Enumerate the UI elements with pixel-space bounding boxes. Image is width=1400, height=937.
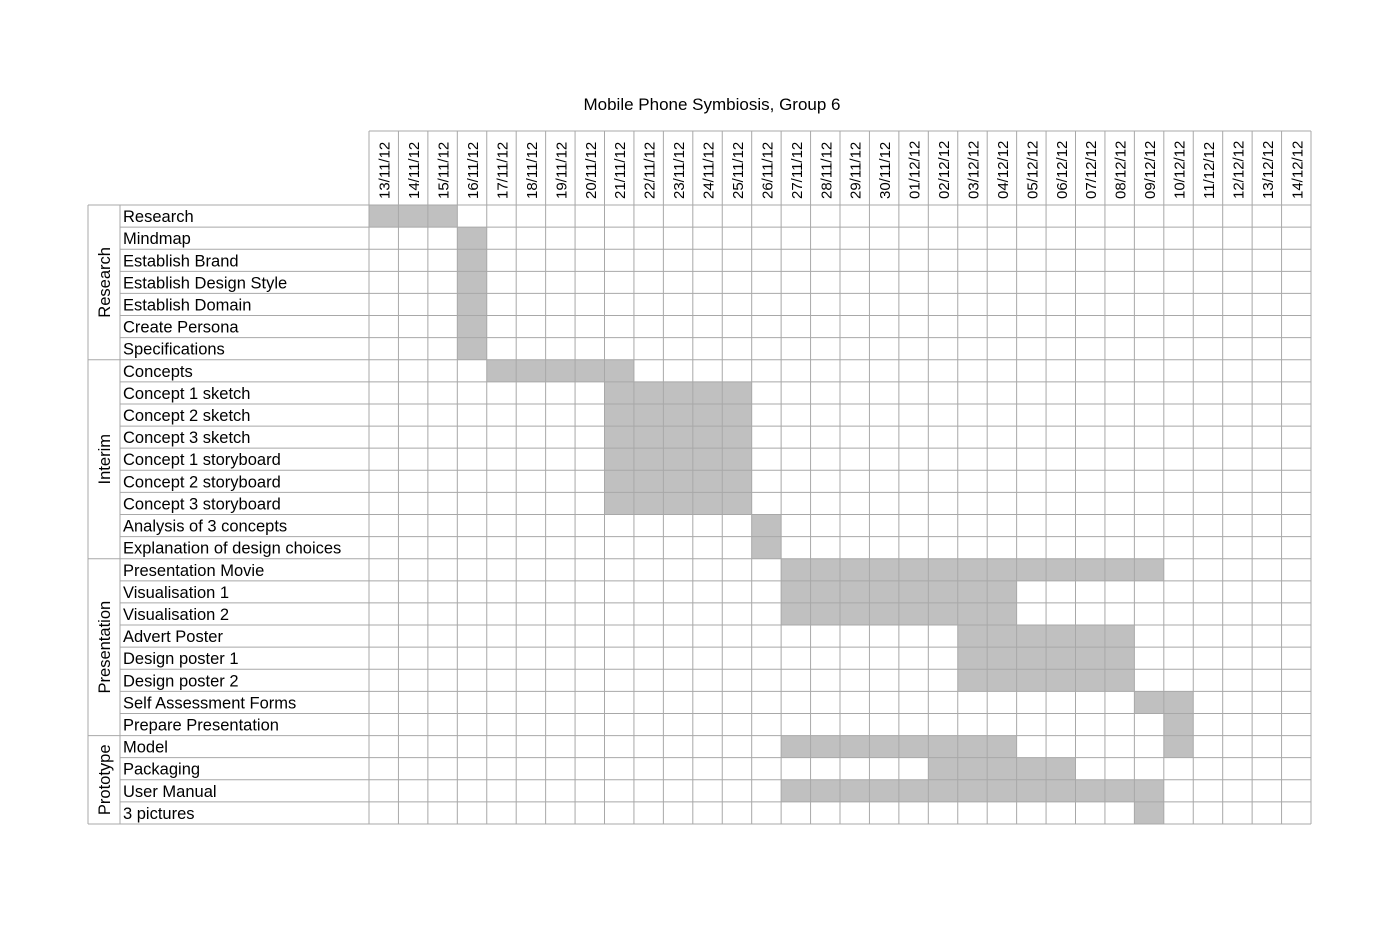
date-label: 27/11/12: [788, 141, 806, 199]
date-label: 18/11/12: [523, 141, 541, 199]
task-label: Prepare Presentation: [123, 716, 279, 735]
date-label: 23/11/12: [671, 141, 689, 199]
task-label: Concept 3 storyboard: [123, 495, 281, 514]
date-label: 13/12/12: [1259, 140, 1277, 199]
date-label: 03/12/12: [965, 140, 983, 199]
date-label: 02/12/12: [936, 140, 954, 199]
task-bar: [457, 227, 486, 249]
task-label: Specifications: [123, 340, 225, 359]
task-bar: [605, 470, 752, 492]
task-label: Presentation Movie: [123, 561, 265, 580]
date-label: 10/12/12: [1171, 140, 1189, 199]
task-label: Research: [123, 208, 194, 227]
date-label: 13/11/12: [376, 141, 394, 199]
task-label: Visualisation 1: [123, 583, 230, 602]
task-bar: [457, 271, 486, 293]
date-label: 28/11/12: [818, 141, 836, 199]
date-label: 16/11/12: [465, 141, 483, 199]
task-label: 3 pictures: [123, 804, 195, 823]
task-bar: [781, 559, 1164, 581]
task-label: Explanation of design choices: [123, 539, 342, 558]
task-label: Analysis of 3 concepts: [123, 517, 288, 536]
date-label: 14/11/12: [406, 141, 424, 199]
chart-title: Mobile Phone Symbiosis, Group 6: [583, 95, 841, 114]
group-label: Interim: [96, 434, 114, 485]
task-label: Advert Poster: [123, 628, 223, 647]
task-bar: [487, 360, 634, 382]
date-label: 26/11/12: [759, 141, 777, 199]
task-bar: [1134, 802, 1163, 824]
task-bar: [457, 316, 486, 338]
date-label: 08/12/12: [1112, 140, 1130, 199]
date-label: 20/11/12: [582, 141, 600, 199]
task-bar: [605, 382, 752, 404]
date-label: 14/12/12: [1289, 140, 1307, 199]
task-bar: [605, 492, 752, 514]
date-label: 29/11/12: [847, 141, 865, 199]
task-label: Concept 1 sketch: [123, 384, 251, 403]
task-bar: [1164, 736, 1193, 758]
task-label: Design poster 1: [123, 650, 239, 669]
task-label: Self Assessment Forms: [123, 694, 297, 713]
task-bar: [752, 537, 781, 559]
date-label: 22/11/12: [641, 141, 659, 199]
task-bar: [752, 515, 781, 537]
task-bar: [605, 426, 752, 448]
date-label: 17/11/12: [494, 141, 512, 199]
task-bar: [605, 404, 752, 426]
date-label: 12/12/12: [1230, 140, 1248, 199]
date-label: 15/11/12: [435, 141, 453, 199]
date-label: 05/12/12: [1024, 140, 1042, 199]
date-label: 06/12/12: [1053, 140, 1071, 199]
task-label: Model: [123, 738, 168, 757]
date-label: 09/12/12: [1142, 140, 1160, 199]
task-bar: [1164, 713, 1193, 735]
date-label: 11/12/12: [1200, 141, 1218, 199]
task-bar: [457, 338, 486, 360]
task-label: Establish Brand: [123, 252, 239, 271]
task-label: Concept 3 sketch: [123, 429, 251, 448]
task-bar: [928, 758, 1075, 780]
date-label: 01/12/12: [906, 140, 924, 199]
group-label: Research: [96, 247, 114, 318]
date-label: 07/12/12: [1083, 140, 1101, 199]
task-label: User Manual: [123, 782, 217, 801]
task-label: Concepts: [123, 362, 193, 381]
date-label: 21/11/12: [612, 141, 630, 199]
task-label: Establish Domain: [123, 296, 252, 315]
task-label: Design poster 2: [123, 672, 239, 691]
task-label: Create Persona: [123, 318, 239, 337]
task-label: Concept 2 storyboard: [123, 473, 281, 492]
task-bar: [369, 205, 457, 227]
group-label: Prototype: [96, 744, 114, 816]
task-label: Visualisation 2: [123, 605, 230, 624]
task-label: Establish Design Style: [123, 274, 288, 293]
task-label: Mindmap: [123, 230, 191, 249]
task-bar: [457, 293, 486, 315]
task-bar: [457, 249, 486, 271]
task-label: Concept 1 storyboard: [123, 451, 281, 470]
date-label: 04/12/12: [994, 140, 1012, 199]
task-bar: [781, 780, 1164, 802]
task-label: Packaging: [123, 760, 201, 779]
group-label: Presentation: [96, 600, 114, 694]
task-bar: [605, 448, 752, 470]
date-label: 19/11/12: [553, 141, 571, 199]
date-label: 25/11/12: [729, 141, 747, 199]
date-label: 24/11/12: [700, 141, 718, 199]
date-label: 30/11/12: [877, 141, 895, 199]
task-label: Concept 2 sketch: [123, 407, 251, 426]
